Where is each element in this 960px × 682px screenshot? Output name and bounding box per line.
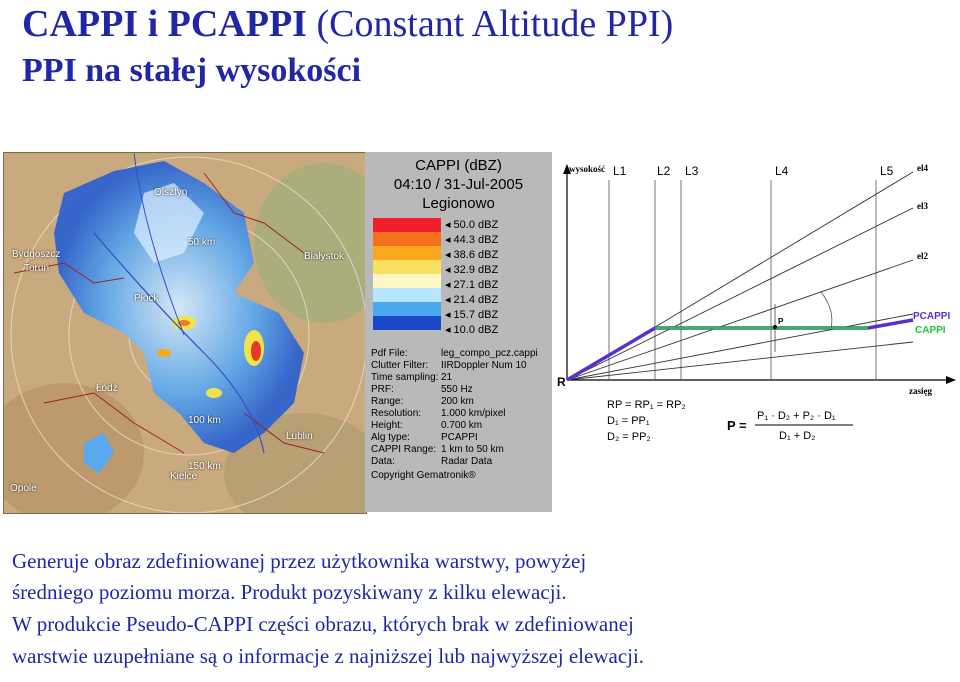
info-row: [371, 360, 551, 372]
info-key: Clutter Filter:: [371, 360, 429, 371]
city-label: Opole: [10, 483, 37, 494]
city-label: Łódź: [96, 383, 118, 394]
info-value: 21: [441, 372, 453, 383]
dbz-color-band: [373, 246, 441, 261]
formula-numerator: P₁ · D₂ + P₂ · D₁: [757, 410, 836, 422]
info-row: [371, 420, 551, 432]
description-line-2: średniego poziomu morza. Produkt pozyskiwany z kilku elewacji.: [12, 580, 567, 604]
dbz-label-text: 38.6 dBZ: [453, 249, 499, 261]
copyright-text: Copyright Gematronik®: [371, 470, 476, 481]
radar-map-image: [3, 152, 367, 514]
arrow-left-icon: ◂: [445, 309, 451, 321]
level-label: L4: [775, 164, 789, 178]
dbz-scale-labels: [445, 218, 525, 338]
pcappi-geometry-diagram: [553, 152, 960, 512]
formula-line: D₂ = PP₂: [607, 431, 651, 443]
ring-label: 100 km: [188, 415, 221, 426]
description-line-4: warstwie uzupełniane są o informacje z najniższej lub najwyższej elewacji.: [12, 644, 645, 668]
info-key: CAPPI Range:: [371, 444, 437, 455]
description-line-1: Generuje obraz zdefiniowanej przez użytkownika warstwy, powyżej: [12, 549, 587, 573]
info-value: 550 Hz: [441, 384, 473, 395]
info-value: PCAPPI: [441, 432, 478, 443]
formula-line: D₁ = PP₁: [607, 415, 650, 427]
level-label: L1: [613, 164, 627, 178]
info-row: [371, 348, 551, 360]
info-row: [371, 384, 551, 396]
info-key: Time sampling:: [371, 372, 439, 383]
city-label: Kielce: [170, 471, 198, 482]
dbz-label: [445, 263, 525, 278]
dbz-label-text: 32.9 dBZ: [453, 264, 499, 276]
arrow-left-icon: ◂: [445, 324, 451, 336]
legend-product: CAPPI (dBZ): [415, 157, 502, 174]
elevation-label: el2: [917, 251, 928, 261]
dbz-color-band: [373, 316, 441, 330]
product-info-table: [371, 348, 551, 468]
ring-label: 150 km: [188, 461, 221, 472]
formula-denominator: D₁ + D₂: [779, 430, 816, 442]
dbz-label-text: 21.4 dBZ: [453, 294, 499, 306]
arrow-left-icon: ◂: [445, 294, 451, 306]
page-title: [22, 2, 673, 46]
arrow-left-icon: ◂: [445, 279, 451, 291]
dbz-color-band: [373, 218, 441, 233]
info-value: IIRDoppler Num 10: [441, 360, 527, 371]
city-label: Białystok: [304, 251, 345, 262]
legend-time: 04:10 / 31-Jul-2005: [393, 176, 524, 193]
dbz-color-band: [373, 302, 441, 317]
dbz-label: [445, 323, 525, 338]
arrow-left-icon: ◂: [445, 234, 451, 246]
origin-label: R: [557, 375, 566, 389]
dbz-color-scale: [373, 218, 441, 330]
dbz-label: [445, 278, 525, 293]
info-value: 1.000 km/pixel: [441, 408, 506, 419]
formula-line: RP = RP₁ = RP₂: [607, 399, 686, 411]
info-value: leg_compo_pcz.cappi: [441, 348, 538, 359]
description-line-3: W produkcie Pseudo-CAPPI części obrazu, których brak w zdefiniowanej: [12, 612, 634, 636]
info-key: Resolution:: [371, 408, 422, 419]
dbz-label-text: 27.1 dBZ: [453, 279, 499, 291]
info-key: Pdf File:: [371, 348, 408, 359]
radar-map-drawing: [4, 153, 366, 513]
elevation-label: el4: [917, 163, 928, 173]
city-label: Olsztyn: [154, 187, 188, 198]
cappi-legend-label: CAPPI: [915, 325, 946, 336]
info-row: [371, 396, 551, 408]
dbz-color-band: [373, 288, 441, 303]
info-row: [371, 372, 551, 384]
info-row: [371, 408, 551, 420]
elevation-label: el3: [917, 201, 928, 211]
city-label: Bydgoszcz: [12, 249, 61, 260]
info-key: Height:: [371, 420, 403, 431]
info-value: 1 km to 50 km: [441, 444, 504, 455]
dbz-label-text: 10.0 dBZ: [453, 324, 499, 336]
dbz-label: [445, 248, 525, 263]
level-label: L2: [657, 164, 671, 178]
point-p-marker: [773, 325, 777, 329]
city-label: Toruń: [24, 263, 50, 274]
info-row: [371, 444, 551, 456]
title-light: (Constant Altitude PPI): [316, 3, 674, 45]
info-value: 0.700 km: [441, 420, 483, 431]
city-label: Płock: [134, 293, 159, 304]
formula-p: P =: [727, 418, 747, 433]
level-label: L5: [880, 164, 894, 178]
dbz-color-band: [373, 232, 441, 247]
point-p-label: P: [778, 317, 784, 326]
dbz-label-text: 50.0 dBZ: [453, 219, 499, 231]
city-label: Lublin: [286, 431, 313, 442]
legend-site: Legionowo: [422, 195, 495, 212]
page-subtitle: PPI na stałej wysokości: [22, 52, 362, 89]
info-row: [371, 456, 551, 468]
info-value: Radar Data: [441, 456, 493, 467]
info-key: Range:: [371, 396, 404, 407]
level-label: L3: [685, 164, 699, 178]
pcappi-legend-label: PCAPPI: [913, 311, 951, 322]
y-axis-label: wysokość: [569, 164, 606, 174]
arrow-left-icon: ◂: [445, 219, 451, 231]
dbz-label: [445, 218, 525, 233]
info-row: [371, 432, 551, 444]
arrow-left-icon: ◂: [445, 264, 451, 276]
dbz-label: [445, 233, 525, 248]
title-bold: CAPPI i PCAPPI: [22, 3, 317, 45]
ring-label: 50 km: [188, 237, 216, 248]
dbz-label-text: 44.3 dBZ: [453, 234, 499, 246]
info-key: Alg type:: [371, 432, 410, 443]
dbz-color-band: [373, 274, 441, 289]
info-key: Data:: [371, 456, 395, 467]
arrow-left-icon: ◂: [445, 249, 451, 261]
cappi-legend-panel: [365, 152, 552, 512]
info-value: 200 km: [441, 396, 474, 407]
dbz-label: [445, 308, 525, 323]
info-key: PRF:: [371, 384, 394, 395]
dbz-color-band: [373, 260, 441, 275]
dbz-label: [445, 293, 525, 308]
x-axis-label: zasięg: [909, 386, 932, 396]
dbz-label-text: 15.7 dBZ: [453, 309, 499, 321]
